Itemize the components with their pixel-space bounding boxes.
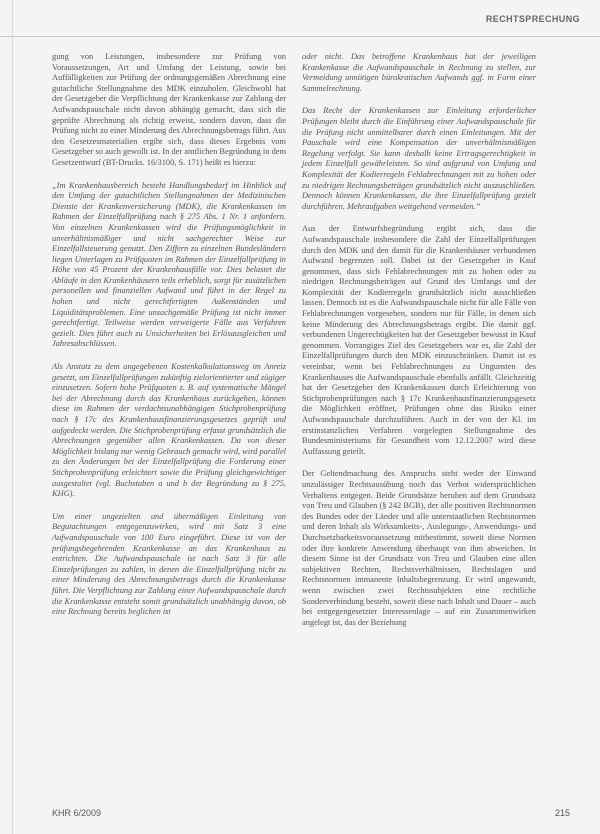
footer-journal: KHR 6/2009 (52, 808, 102, 818)
paragraph: gung von Leistungen, insbesondere zur Prüfung von Voraussetzungen, Art und Umfang der Leistung, sowie bei Auffälligkeiten zur Prüfung der ordnungsgemäßen Abrechnung eine gutachtliche Stellungnahme des MDK einzuholen. Gleichwohl hat der Gesetzgeber die Verpflichtung der Krankenkasse zur Zahlung der Aufwandspauschale nicht davon abhängig gemacht, dass sich die geprüfte Abrechnung als richtig erweist, sondern davon, dass die Prüfung nicht zu einer Minderung des Abrechnungsbetrags führt. Aus den Gesetzesmaterialien ergibt sich, dass dieses Ergebnis vom Gesetzgeber so auch gewollt ist. In der amtlichen Begründung in dem Gesetzentwurf (BT-Drucks. 16/3100, S. 171) heißt es hierzu: (52, 52, 286, 167)
right-column (302, 52, 536, 640)
footer-page-number: 215 (554, 808, 570, 818)
quoted-paragraph: Als Anstatz zu dem angegebenen Kostenkalkulationsweg im Anreiz gesetzt, um Einzelfallprüfungen zukünftig zielorientierter und zügiger einzusetzen. Sofern hohe Prüfquoten z. B. auf systematische Mängel bei der Abrechnung durch das Krankenhaus zurückgehen, können diese im Rahmen der verdachtsunabhängigen Stichprobenprüfung nach § 17c des Krankenhausfinanzierungsgesetzes geprüft und aufgedeckt werden. Die Stichprobenprüfung erfasst grundsätzlich die Abrechnungen gegenüber allen Krankenkassen. Da von dieser Möglichkeit bislang nur wenig Gebrauch gemacht wird, wird parallel zu den Änderungen bei der Einzelfallprüfung die Forderung einer Stichprobenprüfung erleichtert sowie die Prüfung gleichgewichtiger ausgestaltet (vgl. Buchstaben a und b der Begründung zu § 275, KHG). (52, 362, 286, 499)
paragraph: Der Geltendmachung des Anspruchs steht weder der Einwand unzulässiger Rechtsausübung noch das Verbot widersprüchlichen Verhaltens entgegen. Beide Grundsätze beruhen auf dem Grundsatz von Treu und Glauben (§ 242 BGB), der alle positiven Rechtsnormen des Bundes oder der Länder und alle unterstaatlichen Rechtsnormen und deren Inhalt als Wirksamkeits-, Auslegungs-, Anwendungs- und Durchsetzbarkeitsvoraussetzung mitbestimmt, soweit diese Normen oder ihre konkrete Anwendung überhaupt von ihm abweichen. In diesem Sinne ist der Grundsatz von Treu und Glauben eine allen subjektiven Rechten, Rechtsverhältnissen, Rechtslagen und Rechtsnormen immanente Inhaltsbegrenzung. Er wird angewandt, wenn zwischen zwei Rechtssubjekten eine rechtliche Sonderverbindung besteht, soweit diese nach Inhalt und Dauer – auch bei entgegengesetzter Interessenlage – auf ein Zusammenwirken angelegt ist, das der Beziehung (302, 469, 536, 627)
quoted-paragraph: Um einer ungezielten und übermäßigen Einleitung von Begutachtungen entgegenzuwirken, wird mit Satz 3 eine Aufwandspauschale von 100 Euro eingeführt. Diese ist von der prüfungsbegehrenden Krankenkasse an das Krankenhaus zu entrichten. Die Aufwandspauschale ist nach Satz 3 für alle Einzelprüfungen zu zahlen, in denen die Einzelfallprüfung nicht zu einer Minderung des Abrechnungsbetrags durch die Krankenkasse führt. Die Verpflichtung zur Zahlung einer Aufwandspauschale durch die Krankenkasse entsteht somit grundsätzlich unabhängig davon, ob eine Rechnung bereits beglichen ist (52, 511, 286, 617)
quoted-paragraph: oder nicht. Das betroffene Krankenhaus hat der jeweiligen Krankenkasse die Aufwandspauschale in Rechnung zu stellen, zur Vermeidung unnötigen bürokratischen Aufwands ggf. in Form einer Sammelrechnung. (302, 52, 536, 93)
paragraph: Aus der Entwurfsbegründung ergibt sich, dass die Aufwandspauschale insbesondere die Zahl der Einzelfallprüfungen durch den MDK und den damit für die Krankenhäuser verbundenen Aufwand begrenzen soll. Dabei ist der Gesetzgeber in Kauf genommen, dass sich Fehlabrechnungen mit zu hohen oder zu niedrigen Rechnungsbeträgen auf Grund des Umfangs und der Komplexität der Kodierregeln grundsätzlich nicht ausschließen lassen. Dennoch ist es die Aufwandspauschale nicht für alle Fälle von Fehlabrechnungen vorgesehen, sondern nur für Fälle, in denen sich keine Minderung des Abrechnungsbetrags ergibt. Die damit ggf. verbundenen Ungerechtigkeiten hat der Gesetzgeber bewusst in Kauf genommen. Vorrangiges Ziel des Gesetzgebers war es, die Zahl der Einzelfallprüfungen durch den MDK einzuschränken. Damit ist es vereinbar, wenn bei Fehlabrechnungen zu Ungunsten des Krankenhauses die Aufwandspauschale ebenfalls anfällt. Gleichzeitig hat der Gesetzgeber den Krankenkassen durch Erleichterung von Stichprobenprüfungen nach § 17c Krankenhausfinanzierungsgesetz die Möglichkeit eröffnet, Prüfungen ohne das Risiko einer Aufwandspauschale durchzuführen. Auch in der von der Kl. im erstinstanzlichen Verfahren vorgelegten Stellungnahme des Bundesministeriums für Gesundheit vom 12.12.2007 wird diese Auffassung geteilt. (302, 224, 536, 456)
scan-margin-line (12, 0, 13, 834)
header-rule (0, 36, 600, 37)
quoted-paragraph: Das Recht der Krankenkassen zur Einleitung erforderlicher Prüfungen bleibt durch die Einführung einer Aufwandspauschale für die Prüfung nicht unmittelbarer durch einen Einleitungen. Mit der Pauschale wird eine Kompensation der unverhältnismäßigen Regelung verfolgt. Sie kann deshalb keine Ertragsgerechtigkeit in jedem Einzelfall gewährleisten. So sind aufgrund von Umfang und Komplexität der Kodierregeln Fehlabrechnungen mit zu hohen oder zu niedrigen Rechnungsbeträgen grundsätzlich nicht auszuschließen. Dennoch können Krankenkassen, die ihre Einzelfallprüfung gezielt durchführen, Mehraufgaben weitgehend vermeiden.” (302, 106, 536, 211)
quoted-paragraph: „Im Krankenhausbereich besteht Handlungsbedarf im Hinblick auf den Umfang der gutachtlichen Stellungnahmen der Medizinischen Dienste der Krankenversicherung (MDK), die Krankenkassen im Rahmen der Einzelfallprüfung nach § 275 Abs. 1 Nr. 1 anfordern. Von einzelnen Krankenkassen wird die Prüfungsmöglichkeit in unverhältnismäßiger und nicht sachgerechter Weise zur Einzelfallsteuerung genutzt. Den Ziffern zu einzelnen Bundesländern liegen Unterlagen zu Prüfquoten im Rahmen der Einzelfallprüfung in Höhe von 45 Prozent der Krankenhausfälle vor. Dies belastet die Abläufe in den Krankenhäusern teils erheblich, sorgt für zusätzlichen personellen und finanziellen Aufwand und führt in der Regel zu hohen und nicht gerechtfertigten Außenständen und Liquiditätsproblemen. Eine unsachgemäße Prüfung ist nicht immer gerechtfertigt. Teilweise werden verweigerte Fälle aus Verfahren gezielt. Dies führt auch zu Unsicherheiten bei Erlösausgleichen und Jahresabschlüssen. (52, 180, 286, 349)
left-column (52, 52, 286, 630)
section-header: RECHTSPRECHUNG (485, 14, 580, 24)
